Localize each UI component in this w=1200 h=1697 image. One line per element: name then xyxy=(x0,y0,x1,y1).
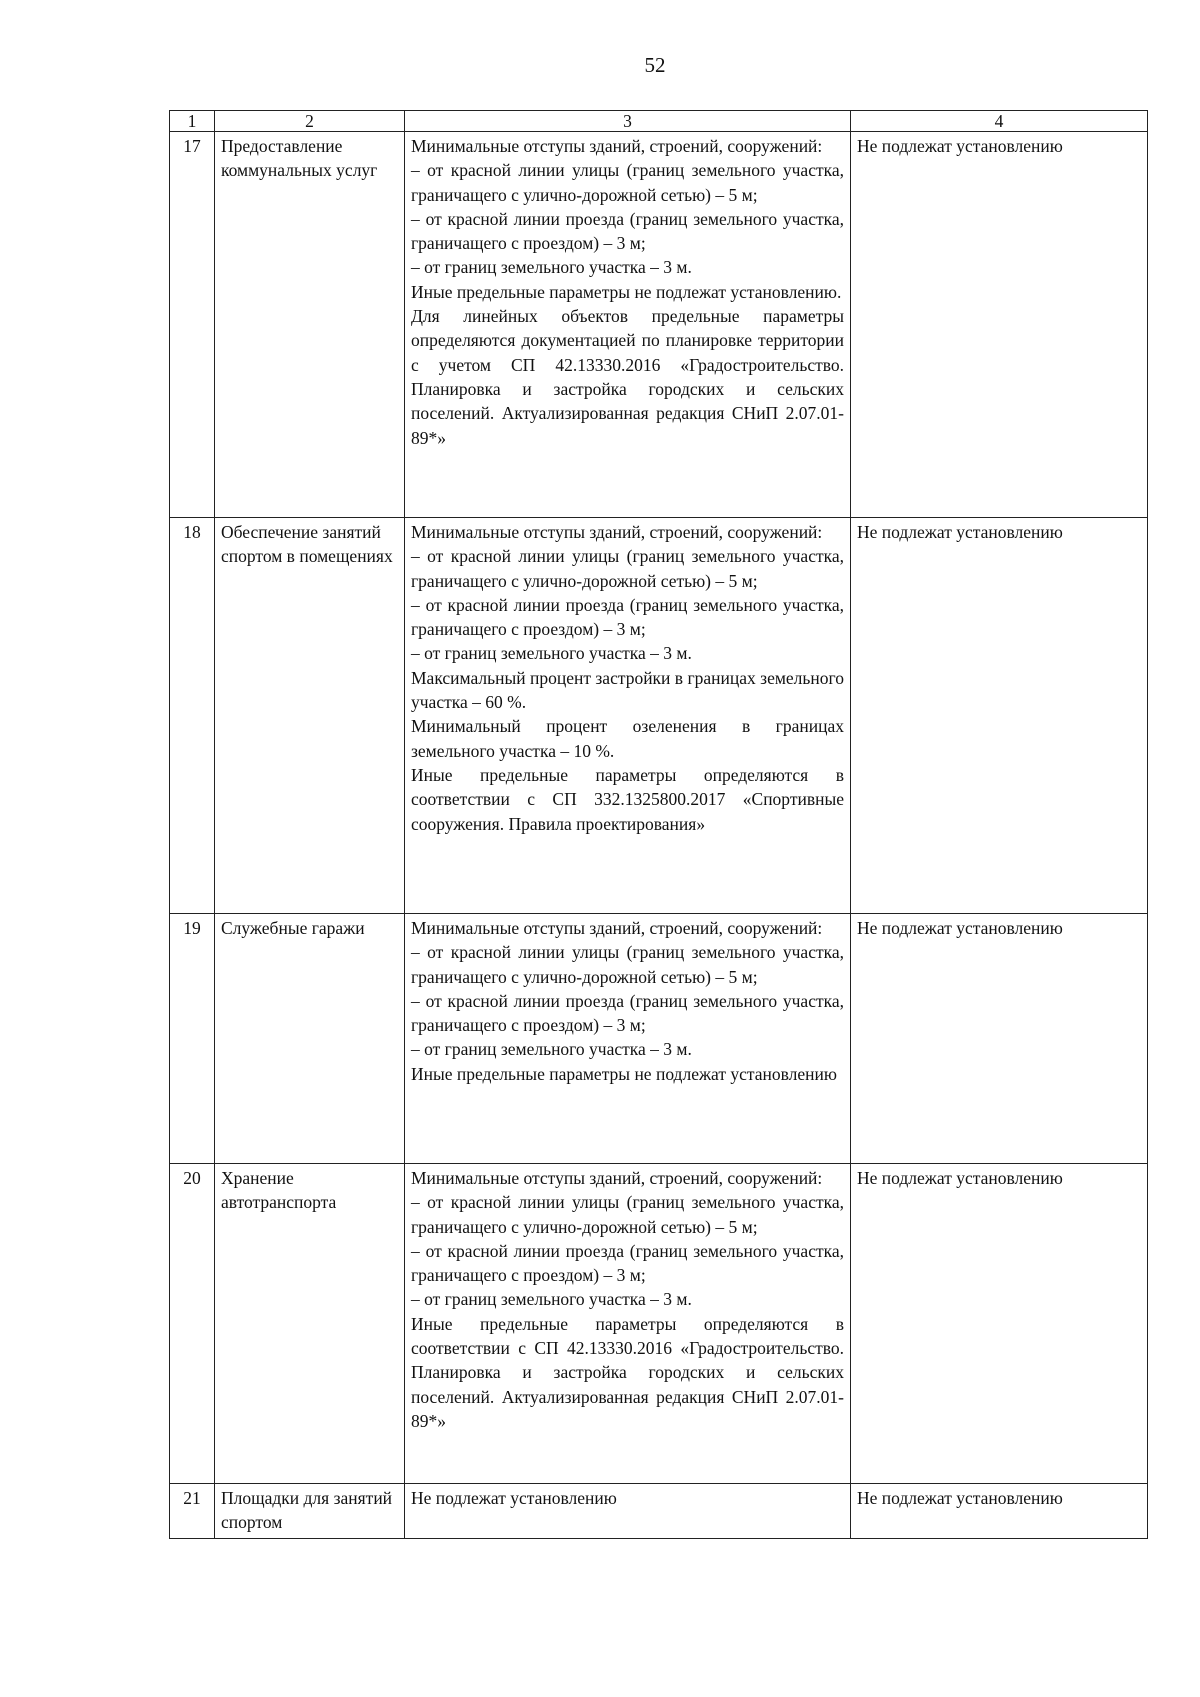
land-use-name: Хранение автотранспорта xyxy=(215,1164,405,1484)
parameter-line: – от красной линии проезда (границ земельного участка, граничащего с проездом) – 3 м; xyxy=(411,594,844,640)
row-number: 21 xyxy=(170,1484,215,1539)
land-use-name: Площадки для занятий спортом xyxy=(215,1484,405,1539)
parameter-line: Минимальные отступы зданий, строений, сооружений: xyxy=(411,918,823,938)
parameters-cell xyxy=(405,518,851,914)
parameters-cell xyxy=(405,914,851,1164)
table-row xyxy=(170,1164,1148,1484)
table-row xyxy=(170,132,1148,518)
land-use-name: Служебные гаражи xyxy=(215,914,405,1164)
parameter-line: – от границ земельного участка – 3 м. xyxy=(411,1039,692,1060)
row-number: 18 xyxy=(170,518,215,914)
column-header-2: 2 xyxy=(215,111,405,132)
column-4-cell: Не подлежат установлению xyxy=(851,132,1148,518)
column-header-3: 3 xyxy=(405,111,851,132)
parameter-line: – от красной линии проезда (границ земельного участка, граничащего с проездом) – 3 м; xyxy=(411,208,844,254)
parameter-line: Минимальные отступы зданий, строений, сооружений: xyxy=(411,522,823,542)
land-use-name: Обеспечение занятий спортом в помещениях xyxy=(215,518,405,914)
parameter-line: – от красной линии улицы (границ земельного участка, граничащего с улично-дорожной сетью) – 5 м; xyxy=(411,1192,844,1237)
column-4-cell: Не подлежат установлению xyxy=(851,1484,1148,1539)
parameters-cell xyxy=(405,1164,851,1484)
parameter-line: Максимальный процент застройки в границах земельного участка – 60 %. xyxy=(411,667,844,713)
parameter-line: Для линейных объектов предельные параметры определяются документацией по планировке территории с учетом СП 42.13330.2016 «Градостроительство. Планировка и застройка городских и сельских поселений. Актуализированная редакция СНиП 2.07.01-89*» xyxy=(411,306,844,448)
land-use-name: Предоставление коммунальных услуг xyxy=(215,132,405,518)
parameter-line: Минимальный процент озеленения в границах земельного участка – 10 %. xyxy=(411,716,844,761)
regulations-table xyxy=(169,110,1148,1539)
row-number: 19 xyxy=(170,914,215,1164)
parameter-line: – от красной линии улицы (границ земельного участка, граничащего с улично-дорожной сетью) – 5 м; xyxy=(411,160,844,205)
parameter-line: – от границ земельного участка – 3 м. xyxy=(411,1289,692,1310)
parameter-line: Минимальные отступы зданий, строений, сооружений: xyxy=(411,136,823,156)
column-4-cell: Не подлежат установлению xyxy=(851,518,1148,914)
page-number: 52 xyxy=(644,53,666,77)
parameter-line: – от границ земельного участка – 3 м. xyxy=(411,643,692,664)
header-row xyxy=(170,111,1148,132)
parameter-line: – от границ земельного участка – 3 м. xyxy=(411,257,692,278)
parameter-line: Не подлежат установлению xyxy=(411,1488,617,1508)
column-4-cell: Не подлежат установлению xyxy=(851,914,1148,1164)
parameter-line: Иные предельные параметры определяются в соответствии с СП 332.1325800.2017 «Спортивные сооружения. Правила проектирования» xyxy=(411,764,844,834)
parameters-cell xyxy=(405,132,851,518)
column-header-1: 1 xyxy=(170,111,215,132)
parameter-line: Иные предельные параметры не подлежат установлению. xyxy=(411,281,842,302)
parameter-line: Иные предельные параметры определяются в соответствии с СП 42.13330.2016 «Градостроительство. Планировка и застройка городских и сельских поселений. Актуализированная редакция СНиП 2.07.01-89*» xyxy=(411,1313,844,1431)
parameter-line: – от красной линии проезда (границ земельного участка, граничащего с проездом) – 3 м; xyxy=(411,990,844,1036)
parameter-line: Минимальные отступы зданий, строений, сооружений: xyxy=(411,1168,823,1188)
row-number: 17 xyxy=(170,132,215,518)
table-row xyxy=(170,914,1148,1164)
table-row xyxy=(170,1484,1148,1539)
column-header-4: 4 xyxy=(851,111,1148,132)
parameter-line: – от красной линии улицы (границ земельного участка, граничащего с улично-дорожной сетью) – 5 м; xyxy=(411,942,844,987)
parameters-cell xyxy=(405,1484,851,1539)
parameter-line: – от красной линии улицы (границ земельного участка, граничащего с улично-дорожной сетью) – 5 м; xyxy=(411,546,844,591)
parameter-line: – от красной линии проезда (границ земельного участка, граничащего с проездом) – 3 м; xyxy=(411,1240,844,1286)
parameter-line: Иные предельные параметры не подлежат установлению xyxy=(411,1063,837,1084)
table-row xyxy=(170,518,1148,914)
row-number: 20 xyxy=(170,1164,215,1484)
column-4-cell: Не подлежат установлению xyxy=(851,1164,1148,1484)
